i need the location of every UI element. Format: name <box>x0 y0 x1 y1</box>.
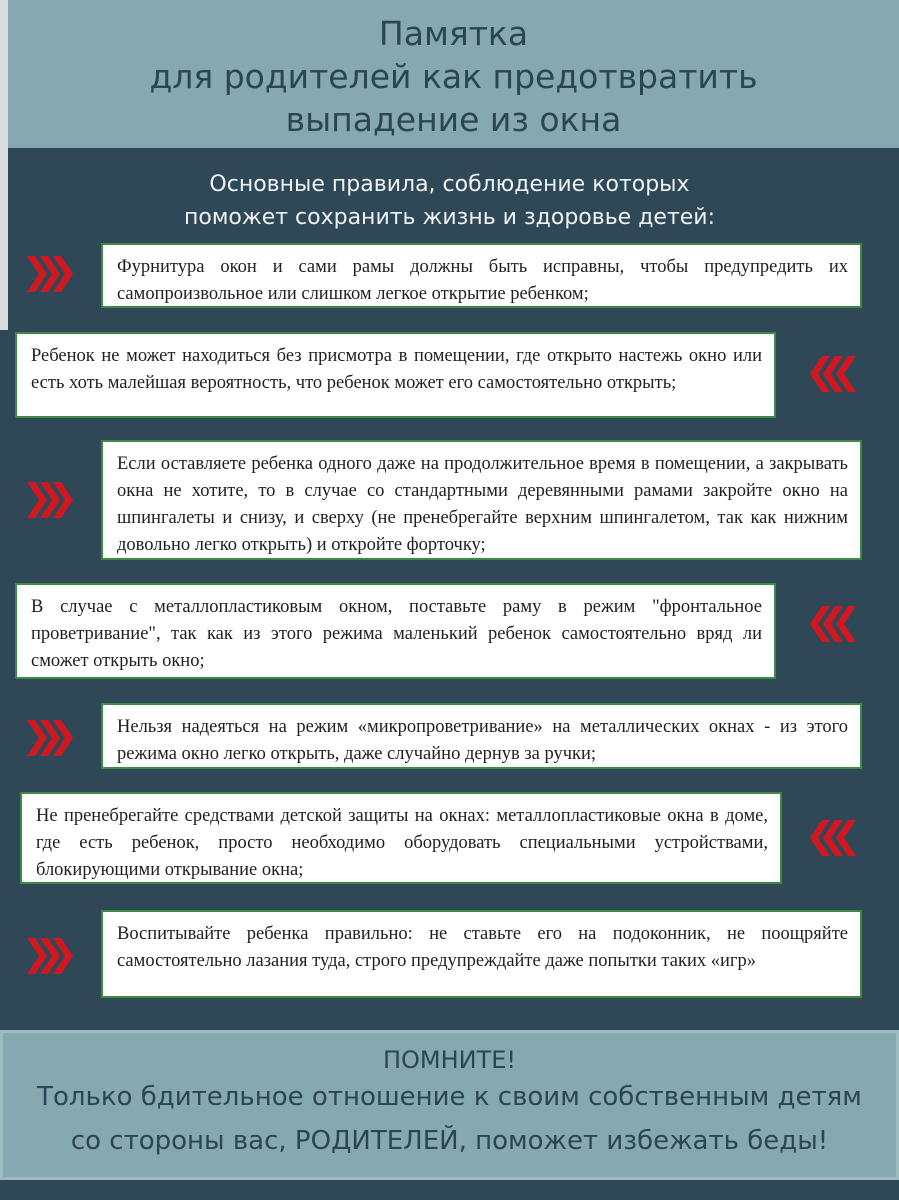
footer-text: Только бдительное отношение к своим собственным детям со стороны вас, РОДИТЕЛЕЙ, поможет избежать беды! <box>37 1082 862 1156</box>
rule-box-3 <box>101 440 862 560</box>
chevron-triple-left-icon <box>808 352 858 396</box>
header-banner <box>8 0 899 148</box>
rule-box-4 <box>15 583 776 679</box>
footer-title: ПОМНИТЕ! <box>382 1046 517 1074</box>
chevron-triple-left-icon <box>808 816 858 860</box>
header-title-line-3: выпадение из окна <box>285 100 622 139</box>
rule-text-1: Фурнитура окон и сами рамы должны быть исправны, чтобы предупредить их самопроизвольное или слишком легкое открытие ребенком; <box>117 257 848 304</box>
subtitle <box>0 168 899 234</box>
header-title-line-1: Памятка <box>378 14 529 53</box>
chevron-triple-right-icon <box>25 716 75 760</box>
bottom-band <box>0 1180 899 1200</box>
rule-box-1 <box>101 243 862 308</box>
subtitle-line-1: Основные правила, соблюдение которых <box>209 172 690 197</box>
rule-text-4: В случае с металлопластиковым окном, поставьте раму в режим "фронтальное проветривание", так как из этого режима маленький ребенок самостоятельно вряд ли сможет открыть окно; <box>31 597 762 671</box>
rule-text-3: Если оставляете ребенка одного даже на продолжительное время в помещении, а закрывать окна не хотите, то в случае со стандартными деревянными рамами закройте окно на шпингалеты и снизу, и сверху (не пренебрегайте верхним шпингалетом, так как нижним довольно легко открыть) и откройте форточку; <box>117 454 848 555</box>
rule-text-6: Не пренебрегайте средствами детской защиты на окнах: металлопластиковые окна в доме, где есть ребенок, просто необходимо оборудовать специальными устройствами, блокирующими открывание окна; <box>36 806 768 880</box>
rule-text-7: Воспитывайте ребенка правильно: не ставьте его на подоконник, не поощряйте самостоятельно лазания туда, строго предупреждайте даже попытки таких «игр» <box>117 924 848 971</box>
chevron-triple-right-icon <box>25 252 75 296</box>
left-edge-strip <box>0 0 8 330</box>
header-title-line-2: для родителей как предотвратить <box>149 57 758 96</box>
footer-banner <box>0 1030 899 1180</box>
rule-box-2 <box>15 332 776 418</box>
rule-box-7 <box>101 910 862 998</box>
rule-box-6 <box>20 792 782 884</box>
chevron-triple-left-icon <box>808 602 858 646</box>
chevron-triple-right-icon <box>25 934 75 978</box>
subtitle-line-2: поможет сохранить жизнь и здоровье детей: <box>183 205 716 230</box>
rule-text-5: Нельзя надеяться на режим «микропроветривание» на металлических окнах - из этого режима окно легко открыть, даже случайно дернув за ручки; <box>117 717 848 764</box>
rule-box-5 <box>101 703 862 769</box>
chevron-triple-right-icon <box>25 478 75 522</box>
rule-text-2: Ребенок не может находиться без присмотра в помещении, где открыто настежь окно или есть хоть малейшая вероятность, что ребенок может его самостоятельно открыть; <box>31 346 762 393</box>
